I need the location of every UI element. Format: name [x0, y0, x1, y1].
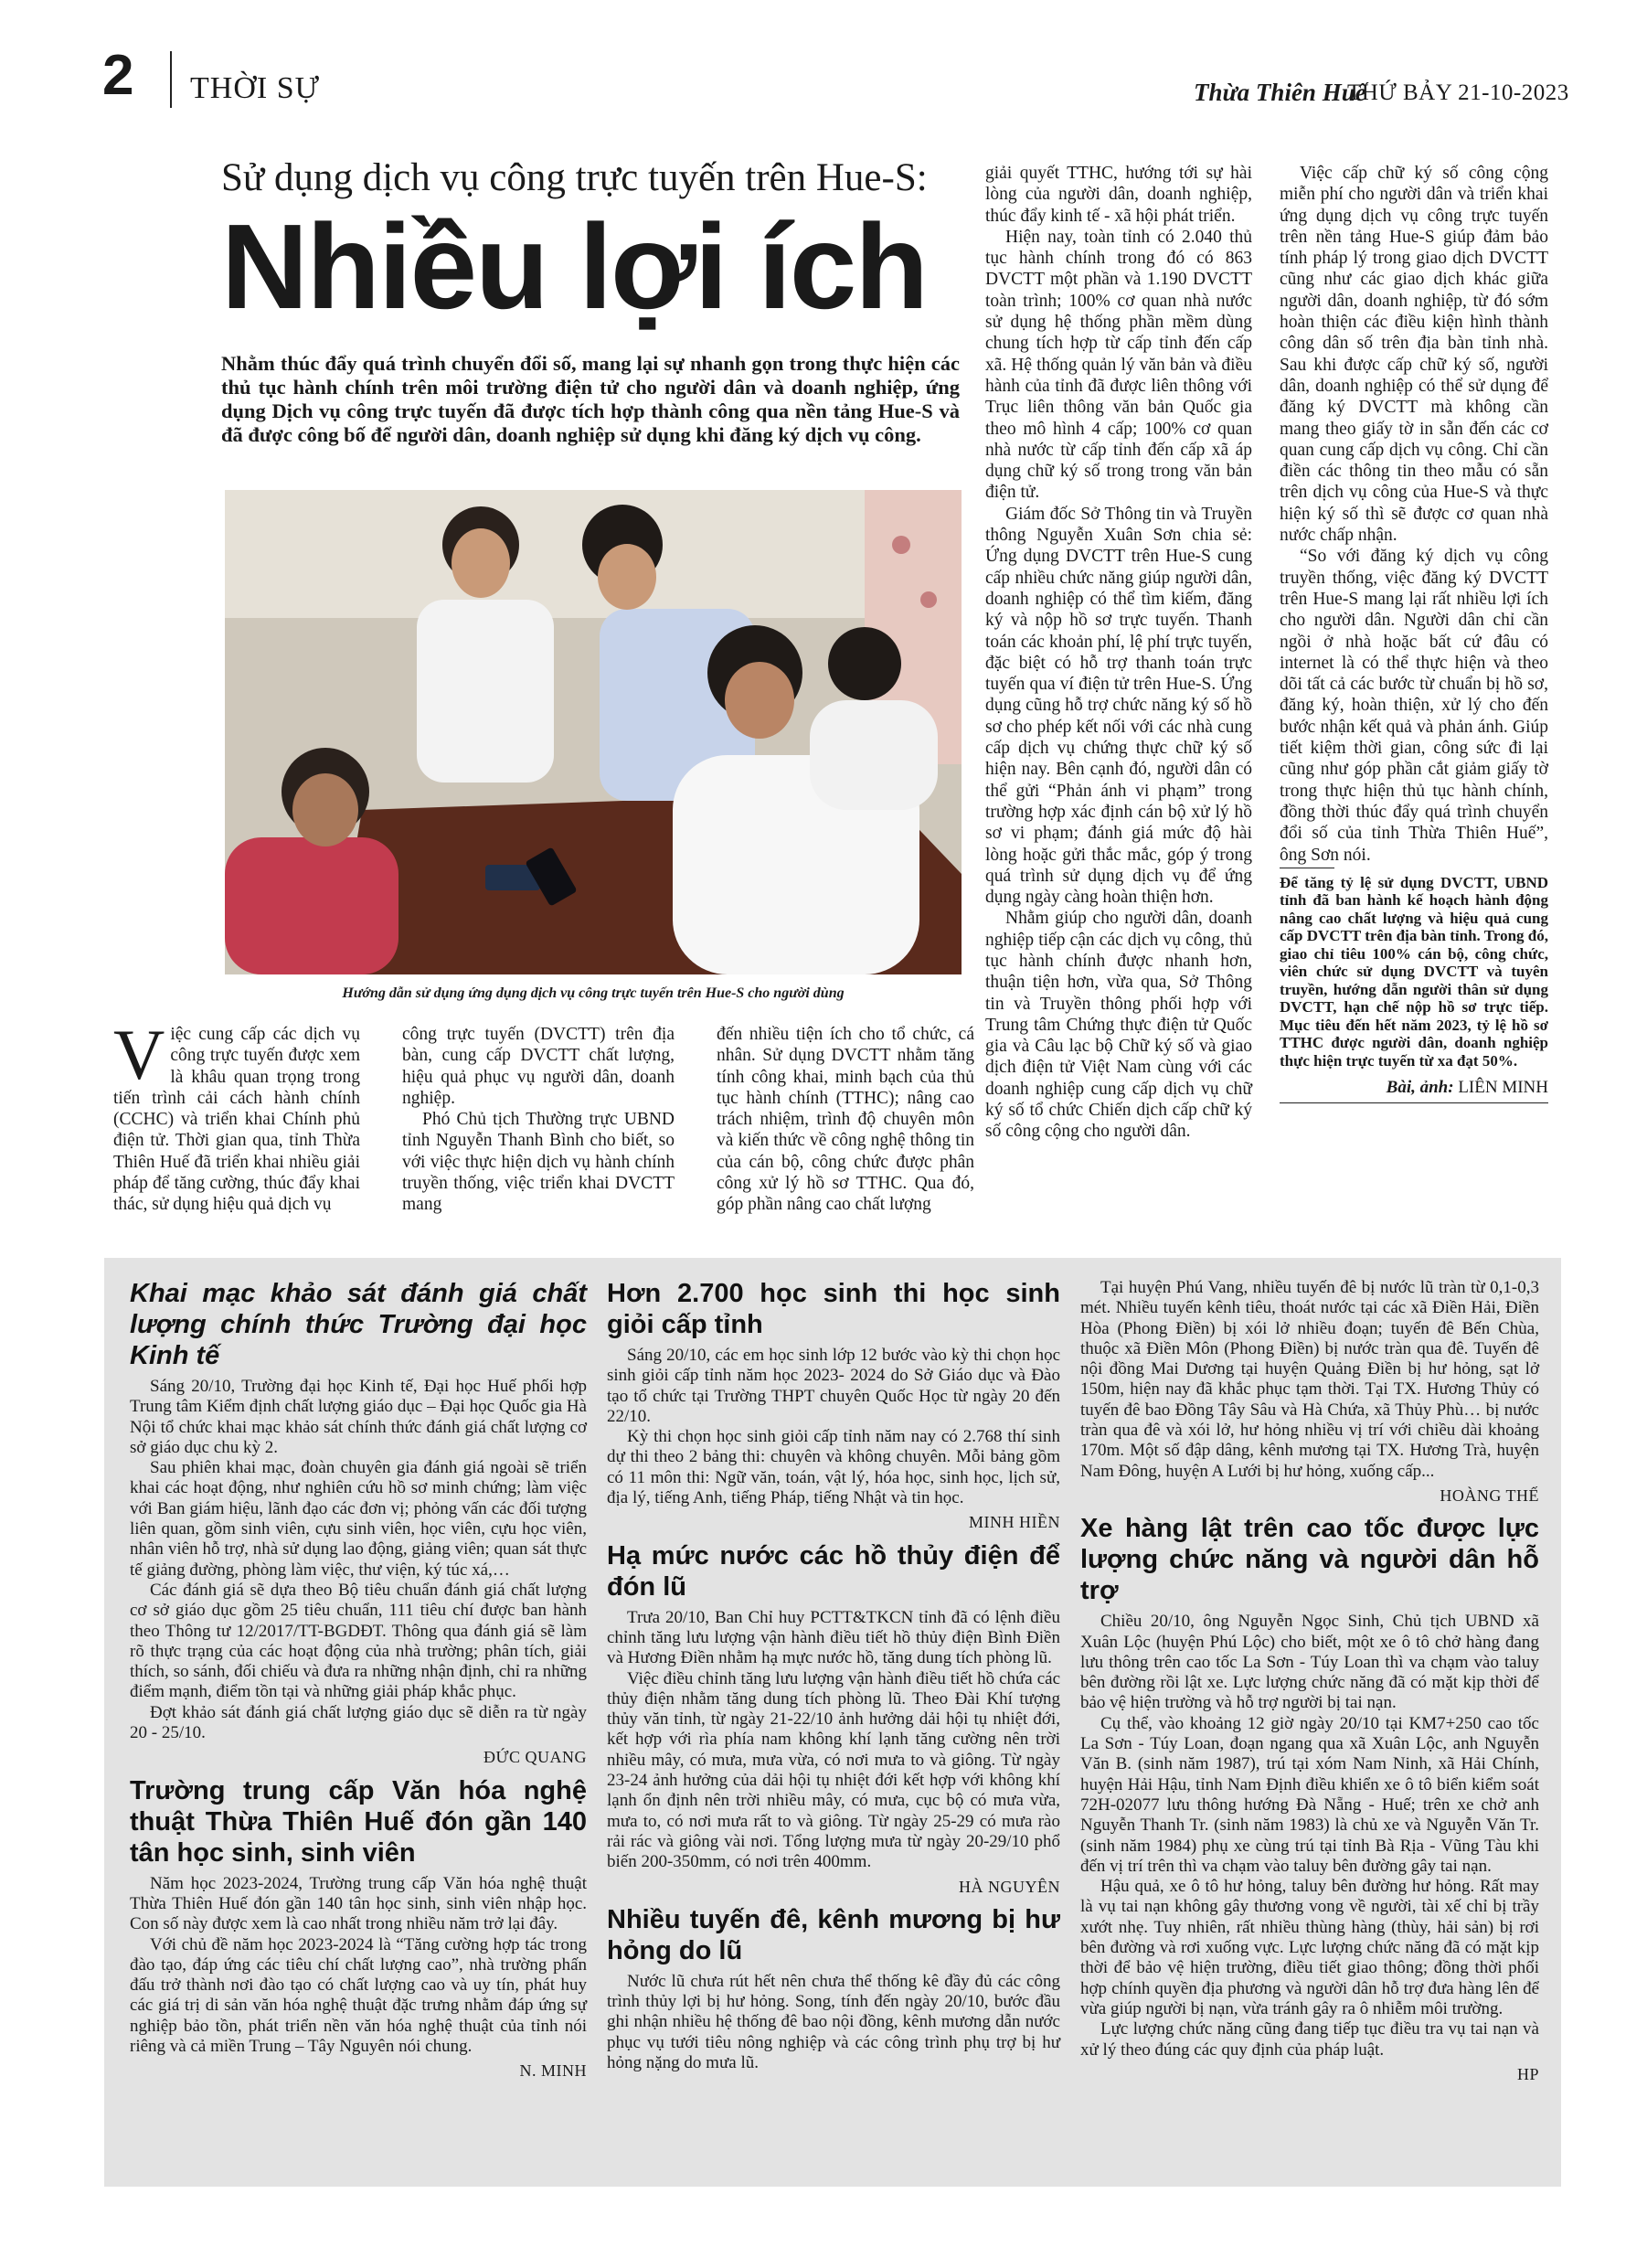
byline-label: Bài, ảnh:	[1386, 1078, 1454, 1098]
photo-illustration	[225, 490, 962, 974]
drop-cap: V	[113, 1015, 165, 1094]
brief-author: ĐỨC QUANG	[483, 1748, 587, 1767]
brief-author: MINH HIỀN	[969, 1513, 1060, 1532]
section-name: THỜI SỰ	[190, 71, 320, 105]
brief-paragraph: Các đánh giá sẽ dựa theo Bộ tiêu chuẩn đánh giá chất lượng cơ sở giáo dục gồm 25 tiêu chuẩn, 111 tiêu chí được ban hành theo Thông tư 12/2017/TT-BGDĐT. Thông qua đánh giá sẽ làm rõ thực trạng của các hoạt động của nhà trường; phân tích, giải thích, so sánh, đối chiếu và đưa ra những nhận định, chỉ ra những điểm mạnh, điểm tồn tại và những giải pháp khắc phục.	[130, 1580, 587, 1702]
article-paragraph: đến nhiều tiện ích cho tổ chức, cá nhân. Sử dụng DVCTT nhằm tăng tính công khai, minh bạch của thủ tục hành chính (TTHC); nâng cao trách nhiệm, trình độ chuyên môn và kiến thức về công nghệ thông tin của cán bộ, công chức được phân công xử lý hồ sơ TTHC. Qua đó, góp phần nâng cao chất lượng	[717, 1025, 974, 1215]
brief-author: HP	[1516, 2064, 1539, 2083]
brief-title: Xe hàng lật trên cao tốc được lực lượng chức năng và người dân hỗ trợ	[1080, 1514, 1539, 1606]
brief-author: HOÀNG THẾ	[1440, 1485, 1539, 1505]
article-photo	[225, 490, 962, 974]
brief-paragraph: Với chủ đề năm học 2023-2024 là “Tăng cường hợp tác trong đào tạo, đáp ứng các tiêu chí chất lượng cao”, nhà trường phấn đấu trở thành nơi đào tạo có chất lượng cao và uy tín, phát huy các giá trị di sản văn hóa nghệ thuật đặc trưng nhằm đáp ứng sự nghiệp bảo tồn, phát triển nền văn hóa nghệ thuật của tỉnh nói riêng và cả miền Trung – Tây Nguyên nói chung.	[130, 1934, 587, 2057]
article-paragraph: “So với đăng ký dịch vụ công truyền thống, việc đăng ký DVCTT trên Hue-S mang lại rất nhiều lợi ích cho người dân. Người dân chỉ cần ngồi ở nhà hoặc bất cứ đâu có internet là có thể thực hiện và theo dõi tất cả các bước từ chuẩn bị hồ sơ, đăng ký, hoàn thiện, xử lý cho đến bước nhận kết quả và phản ánh. Giúp tiết kiệm thời gian, công sức đi lại cũng như góp phần cắt giảm giấy tờ trong thực hiện thủ tục hành chính, đồng thời thúc đẩy quá trình chuyển đổi số của tỉnh Thừa Thiên Huế”, ông Sơn nói.	[1280, 547, 1548, 865]
article-column-1	[113, 1015, 360, 1216]
article-paragraph: Nhằm giúp cho người dân, doanh nghiệp tiếp cận các dịch vụ công, thủ tục hành chính được nhanh hơn, thuận tiện hơn, vừa qua, Sở Thông tin và Truyền thông phối hợp với Trung tâm Chứng thực điện tử Quốc gia và Câu lạc bộ Chữ ký số và giao dịch điện tử Việt Nam cùng với các doanh nghiệp cung cấp dịch vụ chữ ký số tổ chức Chiến dịch cấp chữ ký số công cộng cho người dân.	[985, 909, 1252, 1142]
publication-name: Thừa Thiên Huế	[1194, 79, 1366, 106]
brief-paragraph: Đợt khảo sát đánh giá chất lượng giáo dục sẽ diễn ra từ ngày 20 - 25/10.	[130, 1702, 587, 1743]
byline-author: LIÊN MINH	[1458, 1078, 1548, 1098]
highlight-note: Để tăng tỷ lệ sử dụng DVCTT, UBND tỉnh đã ban hành kế hoạch hành động nâng cao chất lượng và hiệu quả cung cấp DVCTT trên địa bàn tỉnh. Trong đó, giao chỉ tiêu 100% cán bộ, công chức, viên chức sử dụng DVCTT và tuyên truyền, hướng dẫn người thân sử dụng DVCTT, hạn chế nộp hồ sơ trực tiếp. Mục tiêu đến hết năm 2023, tỷ lệ hồ sơ TTHC được người dân, doanh nghiệp thực hiện trực tuyến từ xa đạt 50%.	[1280, 873, 1548, 1070]
brief-paragraph: Kỳ thi chọn học sinh giỏi cấp tỉnh năm nay có 2.768 thí sinh dự thi theo 2 bảng thi: chuyên và không chuyên. Mỗi bảng gồm có 11 môn thi: Ngữ văn, toán, vật lý, hóa học, sinh học, lịch sử, địa lý, tiếng Anh, tiếng Pháp, tiếng Nhật và tin học.	[607, 1427, 1060, 1508]
brief-paragraph: Việc điều chỉnh tăng lưu lượng vận hành điều tiết hồ chứa các thủy điện nhằm tăng dung tích phòng lũ. Theo Đài Khí tượng thủy văn tỉnh, từ ngày 21-22/10 ảnh hưởng dải hội tụ nhiệt đới, kết hợp với rìa phía nam không khí lạnh tăng cường nên trời nhiều mây, có mưa, mưa vừa, có nơi mưa to và giông. Từ ngày 23-24 ảnh hưởng của dải hội tụ nhiệt đới kết hợp với không khí lạnh ổn định nên trời nhiều mây, có mưa, cục bộ có mưa vừa, mưa to, có nơi mưa rất to và giông. Từ ngày 25-29 có mưa rào rải rác và giông vài nơi. Tổng lượng mưa từ ngày 20-29/10 phổ biến 200-350mm, có nơi trên 400mm.	[607, 1668, 1060, 1872]
brief-title: Nhiều tuyến đê, kênh mương bị hư hỏng do lũ	[607, 1904, 1060, 1965]
brief-paragraph: Tại huyện Phú Vang, nhiều tuyến đê bị nước lũ tràn từ 0,1-0,3 mét. Nhiều tuyến kênh tiêu, thoát nước tại các xã Điền Hải, Điền Hòa (Phong Điền) bị xói lở nhiều đoạn; tuyến đê Bến Chùa, thuộc xã Điền Môn (Phong Điền) bị nước tràn qua đê. Tuyến đê nội đồng Mai Dương tại huyện Quảng Điền bị hư hỏng, sạt lở 150m, hiện nay đã khắc phục tạm thời. Tại TX. Hương Thủy có tuyến đê bao Đồng Tây Sâu và Hà Chứa, xã Thủy Phù… bị nước tràn qua đê và xói lở, hư hỏng nhiều vị trí với chiều dài khoảng 170m. Một số đập dâng, kênh mương tại TX. Hương Trà, huyện Nam Đông, huyện A Lưới bị hư hỏng, xuống cấp...	[1080, 1278, 1539, 1481]
brief-author: N. MINH	[519, 2061, 587, 2081]
article-paragraph: Hiện nay, toàn tỉnh có 2.040 thủ tục hành chính trong đó có 863 DVCTT một phần và 1.190 DVCTT toàn trình; 100% cơ quan nhà nước sử dụng hệ thống phần mềm dùng chung tích hợp từ cấp tỉnh đến cấp xã. Hệ thống quản lý văn bản và điều hành của tỉnh đã được liên thông với Trục liên thông văn bản Quốc gia theo mô hình 4 cấp; 100% cơ quan nhà nước từ cấp tỉnh đến cấp xã áp dụng chữ ký số trong trong văn bản điện tử.	[985, 227, 1252, 503]
briefs-column-3	[1080, 1278, 1539, 2092]
photo-caption: Hướng dẫn sử dụng ứng dụng dịch vụ công trực tuyến trên Hue-S cho người dùng	[342, 985, 845, 1001]
brief-title: Hạ mức nước các hồ thủy điện để đón lũ	[607, 1540, 1060, 1602]
brief-title: Hơn 2.700 học sinh thi học sinh giỏi cấp tỉnh	[607, 1279, 1060, 1339]
article-paragraph: Việc cấp chữ ký số công cộng miễn phí cho người dân và triển khai ứng dụng dịch vụ công trực tuyến trên nền tảng Hue-S giúp đảm bảo tính pháp lý trong giao dịch DVCTT cũng như các giao dịch khác giữa người dân, doanh nghiệp, từ đó sớm hoàn thiện các điều kiện hình thành công dân số trên địa bàn tỉnh nhà. Sau khi được cấp chữ ký số, người dân, doanh nghiệp có thể sử dụng để đăng ký DVCTT mà không cần mang theo giấy tờ in sẵn đến các cơ quan cung cấp dịch vụ công. Chỉ cần điền các thông tin theo mẫu có sẵn trên dịch vụ công của Hue-S và thực hiện ký số thì sẽ được cơ quan nhà nước chấp nhận.	[1280, 164, 1548, 546]
brief-paragraph: Sáng 20/10, các em học sinh lớp 12 bước vào kỳ thi chọn học sinh giỏi cấp tỉnh năm học 2023- 2024 do Sở Giáo dục và Đào tạo tổ chức tại Trường THPT chuyên Quốc Học từ ngày 20 đến 22/10.	[607, 1346, 1060, 1426]
article-paragraph: iệc cung cấp các dịch vụ công trực tuyến được xem là khâu quan trọng trong tiến trình cải cách hành chính (CCHC) và triển khai Chính phủ điện tử. Thời gian qua, tỉnh Thừa Thiên Huế đã triển khai nhiều giải pháp để tăng cường, thúc đẩy khai thác, sử dụng hiệu quả dịch vụ	[113, 1025, 360, 1215]
article-column-4	[985, 163, 1252, 1143]
brief-paragraph: Lực lượng chức năng cũng đang tiếp tục điều tra vụ tai nạn và xử lý theo đúng các quy định của pháp luật.	[1080, 2019, 1539, 2060]
page-number: 2	[102, 44, 134, 107]
header-divider	[170, 51, 172, 108]
article-paragraph: công trực tuyến (DVCTT) trên địa bàn, cung cấp DVCTT chất lượng, hiệu quả phục vụ người dân, doanh nghiệp.	[402, 1025, 675, 1108]
brief-paragraph: Trưa 20/10, Ban Chỉ huy PCTT&TKCN tỉnh đã có lệnh điều chỉnh tăng lưu lượng vận hành điều tiết hồ thủy điện Bình Điền và Hương Điền nhằm hạ mực nước hồ, tăng dung tích phòng lũ.	[607, 1607, 1060, 1668]
brief-paragraph: Sáng 20/10, Trường đại học Kinh tế, Đại học Huế phối hợp Trung tâm Kiểm định chất lượng giáo dục – Đại học Quốc gia Hà Nội tổ chức khai mạc khảo sát chính thức đánh giá chất lượng cơ sở giáo dục chu kỳ 2.	[130, 1377, 587, 1457]
brief-paragraph: Cụ thể, vào khoảng 12 giờ ngày 20/10 tại KM7+250 cao tốc La Sơn - Túy Loan, đoạn ngang qua xã Xuân Lộc, anh Nguyễn Văn B. (sinh năm 1987), trú tại xóm Nam Ninh, xã Hải Chính, huyện Hải Hậu, tỉnh Nam Định điều khiển xe ô tô biển kiểm soát 72H-02077 lưu thông hướng Đà Nẵng - Huế; trên xe chở anh Nguyễn Thanh Tr. (sinh năm 1983) là chủ xe và Nguyễn Văn Tr. (sinh năm 1984) phụ xe cùng trú tại tỉnh Bà Rịa - Vũng Tàu khi đến vị trí trên thì va chạm vào taluy bên đường gây tai nạn.	[1080, 1713, 1539, 1876]
briefs-column-2	[607, 1278, 1060, 2073]
article-column-2	[402, 1024, 675, 1216]
brief-paragraph: Chiều 20/10, ông Nguyễn Ngọc Sinh, Chủ tịch UBND xã Xuân Lộc (huyện Phú Lộc) cho biết, một xe ô tô chở hàng đang lưu thông trên cao tốc La Sơn - Túy Loan thì va chạm vào taluy bên đường rồi lật xe. Lực lượng chức năng đã có mặt kịp thời để bảo vệ hiện trường và hỗ trợ người bị tai nạn.	[1080, 1612, 1539, 1713]
article-column-5	[1280, 163, 1548, 1103]
article-paragraph: Giám đốc Sở Thông tin và Truyền thông Nguyễn Xuân Sơn chia sẻ: Ứng dụng DVCTT trên Hue-S cung cấp nhiều chức năng giúp người dân, doanh nghiệp có thể tìm kiếm, đăng ký và nộp hồ sơ trực tuyến. Thanh toán các khoản phí, lệ phí trực tuyến, đặc biệt có hỗ trợ thanh toán trực tuyến qua ví điện tử trên Hue-S. Ứng dụng cũng hỗ trợ chức năng ký số hồ sơ cho phép kết nối với các nhà cung cấp dịch vụ chứng thực chữ ký số hiện nay. Bên cạnh đó, người dân có thể gửi “Phản ánh vi phạm” trong trường hợp xác định cán bộ xử lý hồ sơ vi phạm; đánh giá mức độ hài lòng hoặc gửi thắc mắc, góp ý trong quá trình sử dụng dịch vụ để ứng dụng ngày càng hoàn thiện hơn.	[985, 504, 1252, 908]
issue-date: THỨ BẢY 21-10-2023	[1347, 80, 1569, 105]
article-paragraph: giải quyết TTHC, hướng tới sự hài lòng của người dân, doanh nghiệp, thúc đẩy kinh tế - xã hội phát triển.	[985, 164, 1252, 226]
article-kicker: Sử dụng dịch vụ công trực tuyến trên Hue-S:	[221, 156, 928, 199]
brief-title: Khai mạc khảo sát đánh giá chất lượng chính thức Trường đại học Kinh tế	[130, 1279, 587, 1370]
brief-paragraph: Hậu quả, xe ô tô hư hỏng, taluy bên đường hư hỏng. Rất may là vụ tai nạn không gây thương vong về người, tài xế chỉ bị trầy xướt nhẹ. Tuy nhiên, rất nhiều thùng hàng (thùy, hải sản) bị rơi bên đường và rơi xuống vực. Lực lượng chức năng đã có mặt kịp thời để bảo vệ hiện trường, điều tiết giao thông; đồng thời phối hợp chính quyền địa phương và người dân hỗ trợ đưa hàng lên để vừa giúp người bị nạn, vừa tránh gây ra ô nhiễm môi trường.	[1080, 1877, 1539, 2018]
article-column-3	[717, 1024, 974, 1216]
article-byline	[1280, 1077, 1548, 1098]
article-paragraph: Phó Chủ tịch Thường trực UBND tỉnh Nguyễn Thanh Bình cho biết, so với việc thực hiện dịch vụ hành chính truyền thống, việc triển khai DVCTT mang	[402, 1110, 675, 1215]
brief-paragraph: Nước lũ chưa rút hết nên chưa thể thống kê đầy đủ các công trình thủy lợi bị hư hỏng. Song, tính đến ngày 20/10, bước đầu ghi nhận nhiều hệ thống đê bao nội đồng, kênh mương dẫn nước phục vụ tưới tiêu nông nghiệp và các công trình phụ trợ bị hư hỏng nặng do mưa lũ.	[607, 1971, 1060, 2073]
brief-paragraph: Sau phiên khai mạc, đoàn chuyên gia đánh giá ngoài sẽ triển khai các hoạt động, như nghiên cứu hồ sơ minh chứng; làm việc với Ban giám hiệu, lãnh đạo các đơn vị; phỏng vấn các đối tượng liên quan, gồm sinh viên, cựu sinh viên, học viên, cựu học viên, nhân viên hỗ trợ, nhà sử dụng lao động, giảng viên; quan sát thực tế giảng đường, phòng làm việc, thư viện, ký túc xá,…	[130, 1458, 587, 1580]
article-headline: Nhiều lợi ích	[221, 199, 927, 334]
article-end-rule	[1280, 1102, 1548, 1103]
article-lead: Nhằm thúc đẩy quá trình chuyển đổi số, mang lại sự nhanh gọn trong thực hiện các thủ tục hành chính trên môi trường điện tử cho người dân và doanh nghiệp, ứng dụng Dịch vụ công trực tuyến đã được tích hợp thành công qua nền tảng Hue-S và đã được công bố để người dân, doanh nghiệp sử dụng khi đăng ký dịch vụ công.	[221, 352, 960, 446]
briefs-column-1	[130, 1278, 587, 2089]
brief-author: HÀ NGUYÊN	[959, 1877, 1060, 1896]
brief-title: Trường trung cấp Văn hóa nghệ thuật Thừa Thiên Huế đón gần 140 tân học sinh, sinh viên	[130, 1775, 587, 1868]
brief-paragraph: Năm học 2023-2024, Trường trung cấp Văn hóa nghệ thuật Thừa Thiên Huế đón gần 140 tân học sinh, sinh viên nhập học. Con số này được xem là cao nhất trong nhiều năm trở lại đây.	[130, 1873, 587, 1934]
